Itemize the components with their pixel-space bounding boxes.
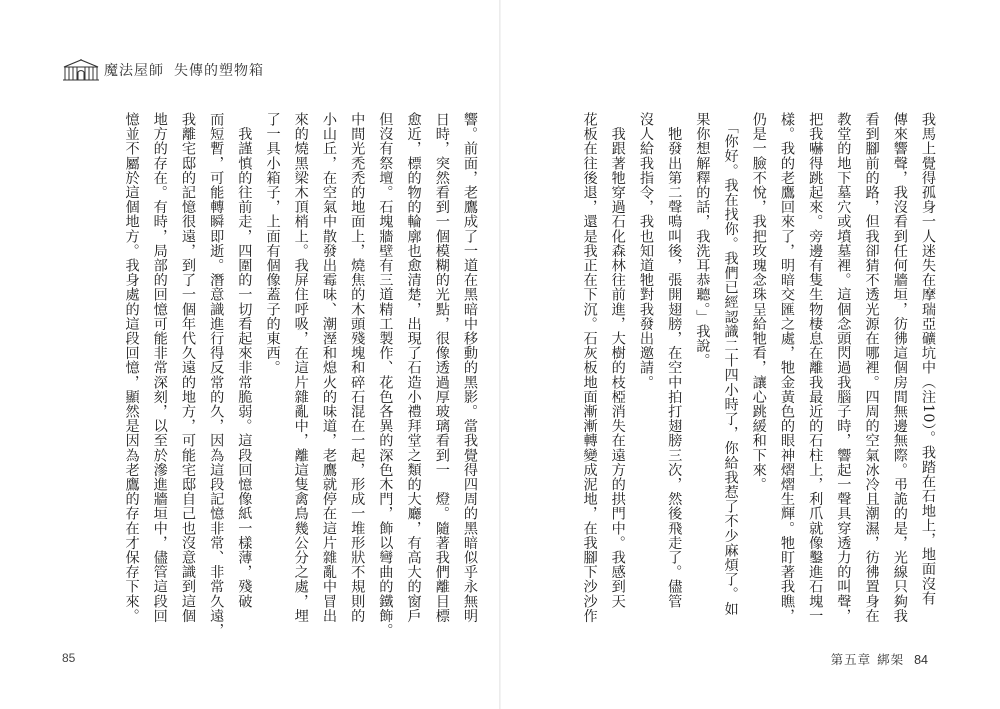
circus-tent-icon xyxy=(62,59,100,81)
left-page-text-column: 愈近，標的物的輪廓也愈清楚，出現了石造小禮拜堂之類的大廳，有高大的窗戶 xyxy=(405,112,422,623)
left-page-text-column: 小山丘，在空氣中散發出霉味、潮溼和熄火的味道，老鷹就停在這片雜亂中冒出 xyxy=(320,112,337,623)
right-page-text-column: 仍是一臉不悅，我把玫瑰念珠呈給牠看，讓心跳緩和下來。 xyxy=(750,112,767,492)
left-page-text-column: 中間光禿禿的地面上，燒焦的木頭殘塊和碎石混在一起，形成一堆形狀不規則的 xyxy=(349,112,366,623)
right-page-text-column: 樣。我的老鷹回來了，明暗交匯之處，牠金黃色的眼神熠熠生輝。牠盯著我瞧， xyxy=(778,112,795,623)
left-page-text-column: 而短暫，可能轉瞬即逝。潛意識進行得反常的久，因為這段記憶非常、非常久遠， xyxy=(208,112,225,638)
right-page-text-column: 我跟著牠穿過石化森林往前進，大樹的枝椏消失在遠方的拱門中。我感到天 xyxy=(609,112,626,609)
right-page-text-column: 教堂的地下墓穴或墳墓裡。這個念頭閃過我腦子時，響起一聲具穿透力的叫聲， xyxy=(835,112,852,623)
right-page-text-column: 我馬上覺得孤身一人迷失在摩瑞亞礦坑中（注10）。我踏在石地上，地面沒有 xyxy=(920,112,936,606)
left-page-number: 85 xyxy=(62,651,76,665)
left-page-text-column: 我離宅邸的記憶很遠，到了一個年代久遠的地方，可能宅邸自己也沒意識到這個 xyxy=(179,112,196,623)
left-page-text-column: 我謹慎的往前走，四圍的一切看起來非常脆弱。這段回憶像紙一樣薄，殘破 xyxy=(236,112,253,609)
right-page-body xyxy=(510,112,942,647)
right-page-text-column: 沒人給我指令，我也知道牠對我發出邀請。 xyxy=(637,112,654,390)
left-page-text-column: 來的燒黑梁木頂梢上。我屏住呼吸，在這片雜亂中，離這隻禽鳥幾公分之處，埋 xyxy=(292,112,309,623)
header-title xyxy=(104,60,264,80)
running-header xyxy=(62,58,264,82)
left-page-text-column: 憶並不屬於這個地方。我身處的這段回憶，顯然是因為老鷹的存在才保存下來。 xyxy=(123,112,140,623)
header-book-title: 失傳的塑物箱 xyxy=(174,63,264,79)
right-page-text-column: 花板在往後退，還是我正在下沉。石灰板地面漸漸轉變成泥地，在我腳下沙沙作 xyxy=(581,112,598,623)
left-page-body xyxy=(123,112,484,647)
left-page-text-column: 但沒有祭壇。石塊牆壁有三道精工製作、花色各異的深色木門，飾以彎曲的鐵飾。 xyxy=(377,112,394,638)
right-page-text-column: 傳來響聲，我沒看到任何牆垣，彷彿這個房間無邊無際。弔詭的是，光線只夠我 xyxy=(891,112,908,623)
chapter-label: 第五章 xyxy=(830,652,872,667)
right-page-columns xyxy=(575,112,942,647)
page-gutter xyxy=(499,0,501,709)
chapter-title: 綁架 xyxy=(877,652,905,667)
right-page-text-column: 果你想解釋的話，我洗耳恭聽。」我說。 xyxy=(694,112,711,368)
left-page-text-column: 地方的存在。有時，局部的回憶可能非常深刻，以至於滲進牆垣中，儘管這段回 xyxy=(151,112,168,623)
left-page-text-column: 日時，突然看到一個模糊的光點，很像透過厚玻璃看到一 燈。隨著我們離目標 xyxy=(433,112,450,623)
right-page-number: 84 xyxy=(914,653,928,667)
right-page-text-column: 「你好。我在找你。我們已經認識二十四小時了，你給我惹了不少麻煩了。如 xyxy=(722,112,739,616)
header-series: 魔法屋師 xyxy=(104,63,164,79)
left-page-text-column: 了一具小箱子，上面有個像蓋子的東西。 xyxy=(264,112,281,375)
right-page-text-column: 把我嚇得跳起來。旁邊有隻生物棲息在離我最近的石柱上，利爪就像鑿進石塊一 xyxy=(807,112,824,623)
left-page-columns xyxy=(117,112,484,647)
right-page-footer xyxy=(831,650,928,668)
right-page-text-column: 牠發出第二聲鳴叫後，張開翅膀，在空中拍打翅膀三次，然後飛走了。儘管 xyxy=(666,112,683,609)
left-page-text-column: 響。前面，老鷹成了一道在黑暗中移動的黑影。當我覺得四周的黑暗似乎永無明 xyxy=(462,112,478,623)
right-page-text-column: 看到腳前的路，但我卻猜不透光源在哪裡。四周的空氣冰冷且潮濕，彷彿置身在 xyxy=(863,112,880,623)
